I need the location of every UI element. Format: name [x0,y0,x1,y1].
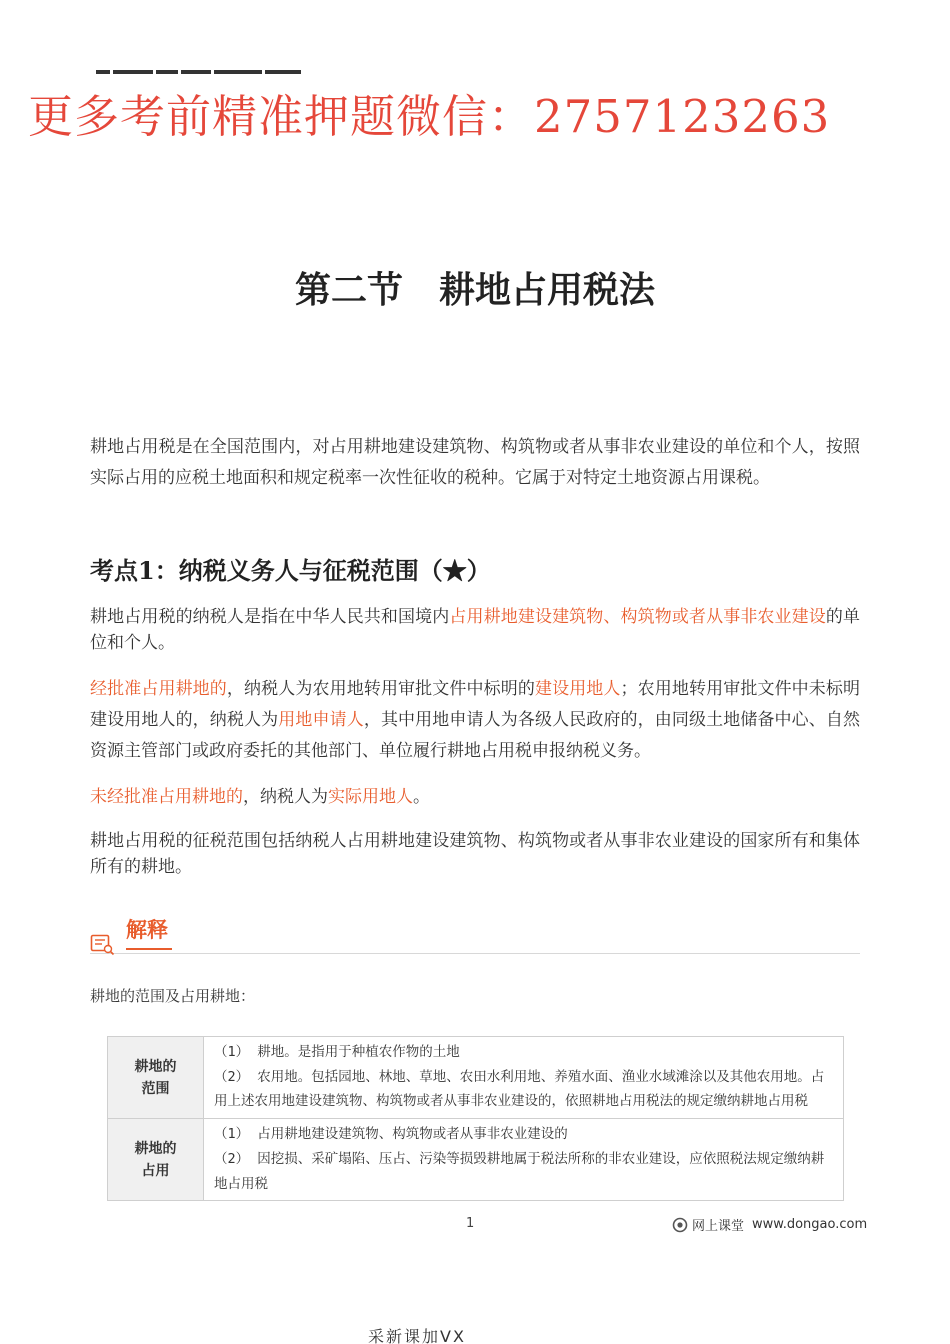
row-content [204,1037,844,1119]
highlight-text: 实际用地人 [328,787,413,807]
footer-brand [672,1215,867,1234]
row-header-line: 耕地的 [134,1058,177,1075]
content-line: （1） 占用耕地建设建筑物、构筑物或者从事非农业建设的 [214,1126,568,1143]
page-title: 第二节 耕地占用税法 [294,269,655,311]
brand-logo-icon [672,1217,688,1233]
highlight-text: 未经批准占用耕地的 [90,787,243,807]
page-number: 1 [466,1216,475,1231]
row-header [108,1119,204,1201]
content-line: （2） 因挖损、采矿塌陷、压占、污染等损毁耕地属于税法所称的非农业建设，应依照税法规定缴纳耕地占用税 [214,1150,825,1192]
table-row [108,1037,844,1119]
divider [90,953,860,954]
text-run: ，其中用地申请人为各级人民政府的，由同级土地储备中心、自然资源主管部门或政府委托的其他部门、单位履行耕地占用税申报纳税义务。 [90,710,861,761]
highlight-text: 建设用地人 [534,679,621,699]
explain-banner [90,912,860,960]
text-run: ；农用地转用审批文件中未标明建设用地人的，纳税人为 [90,679,861,730]
text-run: 。 [413,787,430,807]
notes-icon [90,934,116,956]
section-heading: 考点1：纳税义务人与征税范围（★） [90,556,491,585]
intro-paragraph: 耕地占用税是在全国范围内，对占用耕地建设建筑物、构筑物或者从事非农业建设的单位和个人，按照实际占用的应税土地面积和规定税率一次性征收的税种。它属于对特定土地资源占用课税。 [90,437,860,488]
row-content [204,1119,844,1201]
brand-name: 网上课堂 [692,1219,745,1234]
unapproved-paragraph [90,782,860,813]
site-link[interactable]: www.dongao.com [752,1217,868,1232]
row-header-line: 占用 [141,1162,170,1179]
highlight-text: 用地申请人 [278,710,364,730]
taxpayer-paragraph [90,604,860,656]
bottom-cut-text: 采新课加VX [368,1327,466,1344]
text-run: 的单位和个人。 [90,607,861,653]
explain-lead: 耕地的范围及占用耕地： [90,987,256,1005]
scope-paragraph: 耕地占用税的征税范围包括纳税人占用耕地建设建筑物、构筑物或者从事非农业建设的国家所有和集体所有的耕地。 [90,831,860,877]
content-line: （2） 农用地。包括园地、林地、草地、农田水利用地、养殖水面、渔业水域滩涂以及其他农用地。占用上述农用地建设建筑物、构筑物或者从事非农业建设的，依照耕地占用税法的规定缴纳耕地占用税 [214,1068,825,1110]
table-row [108,1119,844,1201]
watermark-text: 更多考前精准押题微信：2757123263 [28,90,831,143]
farmland-table [107,1036,844,1201]
text-run: ，纳税人为 [243,787,328,807]
highlight-text: 经批准占用耕地的 [90,679,227,699]
title-underline [126,948,172,950]
highlight-text: 占用耕地建设建筑物、构筑物或者从事非农业建设 [449,607,826,627]
approved-paragraph [90,674,860,767]
row-header [108,1037,204,1119]
row-header-line: 耕地的 [134,1140,177,1157]
header-remnant [96,70,326,79]
content-line: （1） 耕地。是指用于种植农作物的土地 [214,1044,460,1060]
row-header-line: 范围 [141,1080,170,1097]
text-run: 耕地占用税的纳税人是指在中华人民共和国境内 [90,607,450,627]
explain-title: 解释 [126,917,168,942]
text-run: ，纳税人为农用地转用审批文件中标明的 [226,679,535,699]
